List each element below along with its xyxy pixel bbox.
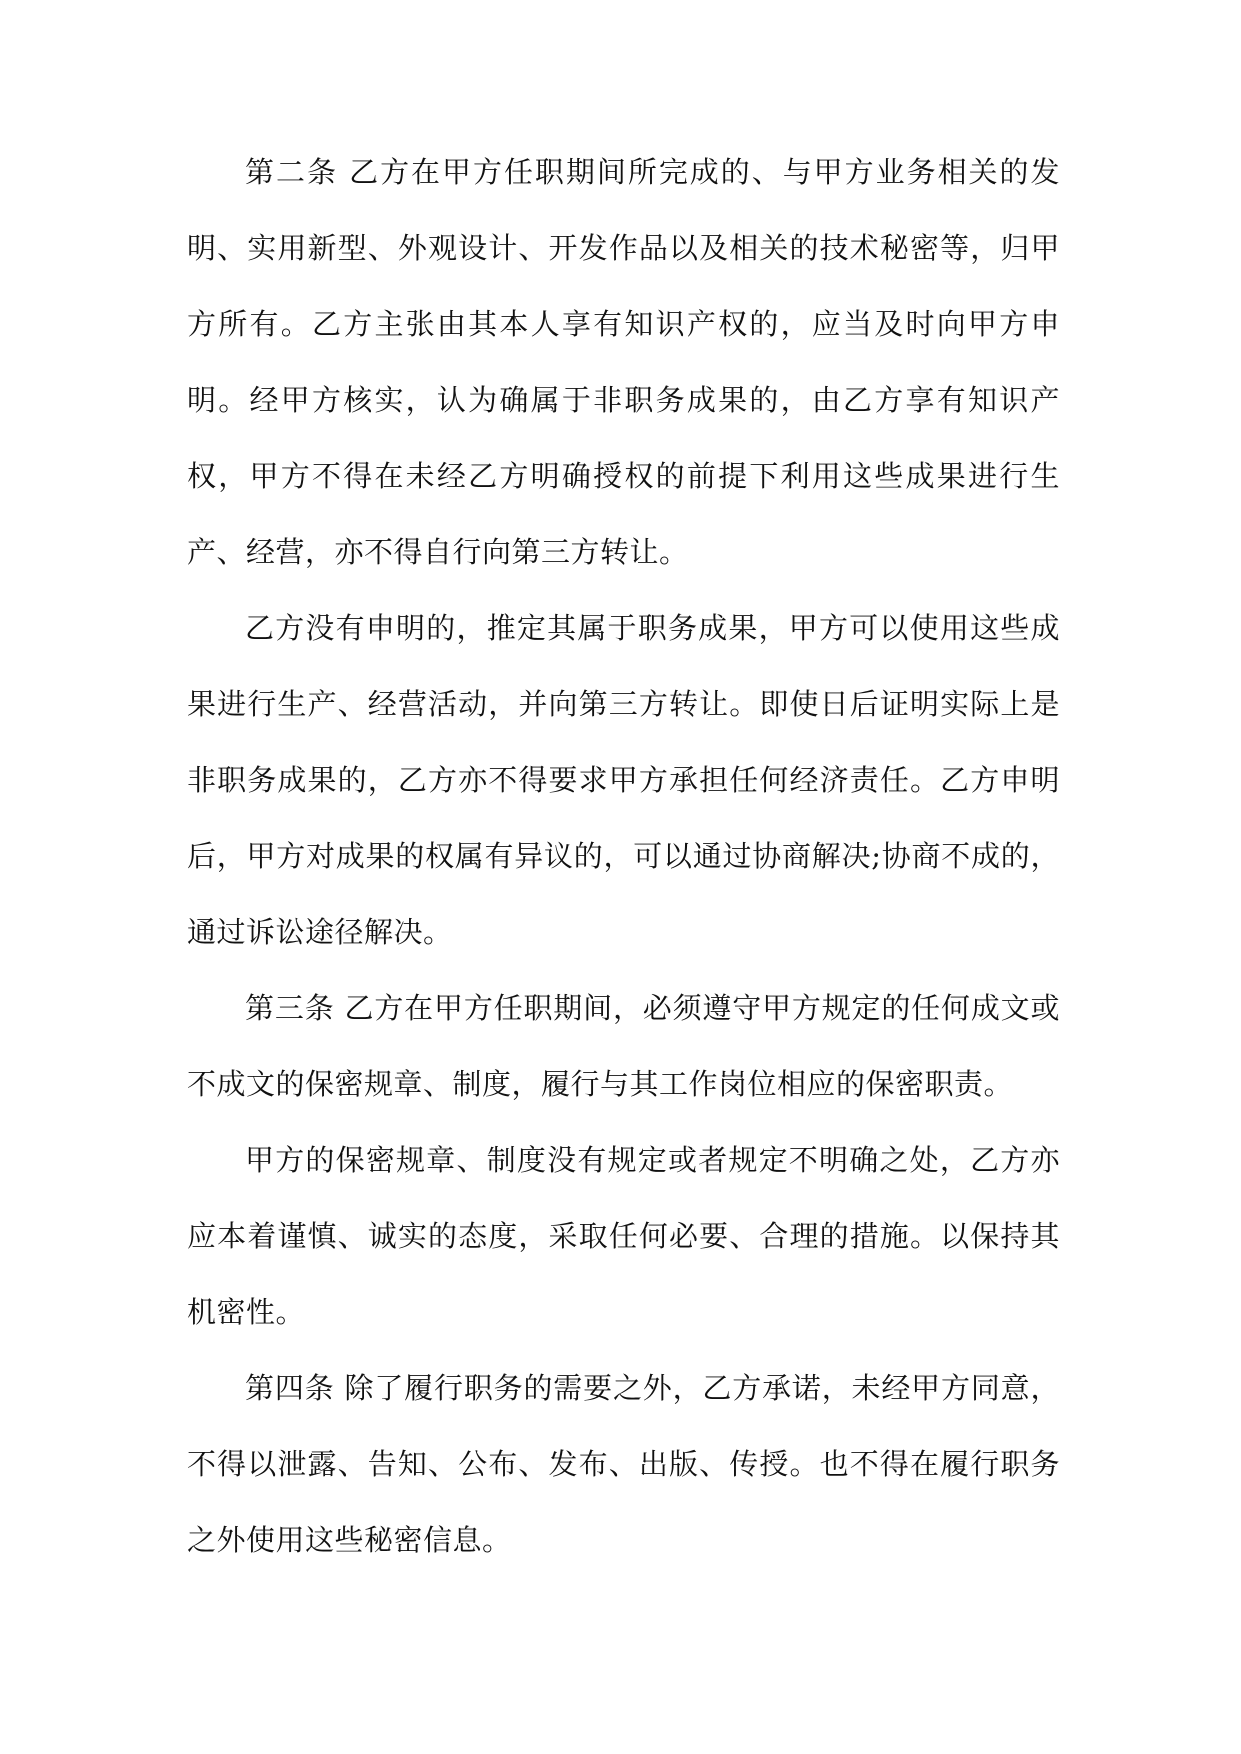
document-body	[187, 134, 1060, 1578]
paragraph-article-3: 第三条 乙方在甲方任职期间，必须遵守甲方规定的任何成文或不成文的保密规章、制度，履行与其工作岗位相应的保密职责。	[187, 991, 1060, 1101]
paragraph-confidentiality-measures: 甲方的保密规章、制度没有规定或者规定不明确之处，乙方亦应本着谨慎、诚实的态度，采取任何必要、合理的措施。以保持其机密性。	[187, 1143, 1060, 1329]
paragraph-article-4: 第四条 除了履行职务的需要之外，乙方承诺，未经甲方同意，不得以泄露、告知、公布、发布、出版、传授。也不得在履行职务之外使用这些秘密信息。	[187, 1371, 1060, 1557]
paragraph-undeclared-results: 乙方没有申明的，推定其属于职务成果，甲方可以使用这些成果进行生产、经营活动，并向第三方转让。即使日后证明实际上是非职务成果的，乙方亦不得要求甲方承担任何经济责任。乙方申明后，甲方对成果的权属有异议的，可以通过协商解决;协商不成的，通过诉讼途径解决。	[187, 611, 1060, 949]
paragraph-article-2: 第二条 乙方在甲方任职期间所完成的、与甲方业务相关的发明、实用新型、外观设计、开发作品以及相关的技术秘密等，归甲方所有。乙方主张由其本人享有知识产权的，应当及时向甲方申明。经甲方核实，认为确属于非职务成果的，由乙方享有知识产权，甲方不得在未经乙方明确授权的前提下利用这些成果进行生产、经营，亦不得自行向第三方转让。	[187, 155, 1060, 569]
